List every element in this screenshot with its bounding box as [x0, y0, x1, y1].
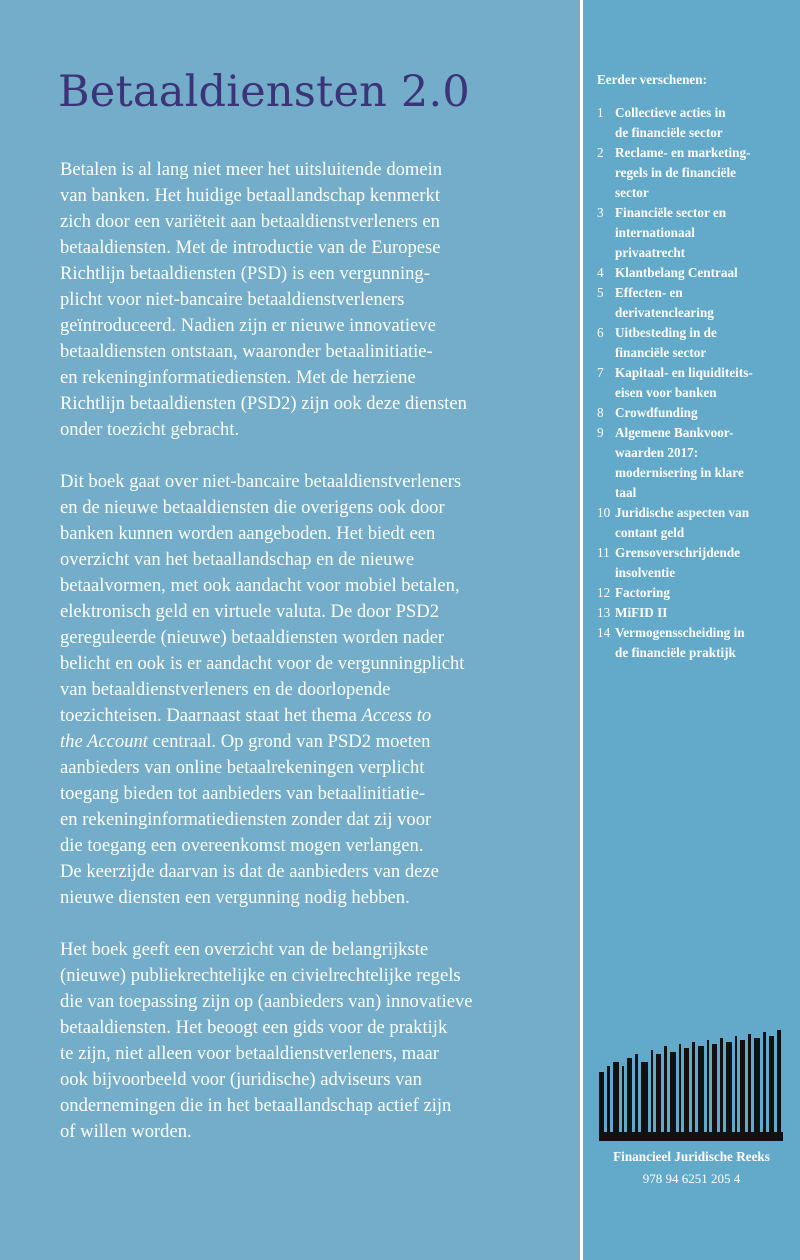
series-item-title-line: Vermogensscheiding in	[615, 625, 745, 640]
series-list-item	[597, 503, 792, 543]
barcode-bar	[735, 1036, 737, 1132]
text-line: zich door een variëteit aan betaaldienstverleners en	[60, 211, 440, 232]
barcode-bar	[698, 1046, 704, 1132]
series-item-number: 13	[597, 605, 611, 620]
series-item-title-line: Financiële sector en	[615, 205, 727, 220]
blurb-text	[60, 157, 538, 1171]
series-item-title-line: derivatenclearing	[615, 305, 714, 320]
text-line: en de nieuwe betaaldiensten die overigens ook door	[60, 497, 445, 518]
text-line: toegang bieden tot aanbieders van betaalinitiatie-	[60, 783, 426, 804]
text-line: die van toepassing zijn op (aanbieders van) innovatieve	[60, 991, 473, 1012]
series-item-title-line: Klantbelang Centraal	[615, 265, 738, 280]
text-line: van betaaldienstverleners en de doorlopende	[60, 679, 391, 700]
barcode-bar	[651, 1050, 653, 1132]
series-item-number: 3	[597, 205, 604, 220]
series-item-number: 8	[597, 405, 604, 420]
barcode-bar	[599, 1072, 604, 1132]
series-item-title-line: Algemene Bankvoor-	[615, 425, 734, 440]
series-list-item	[597, 543, 792, 583]
series-item-title-line: Uitbesteding in de	[615, 325, 717, 340]
series-item-title-line: Juridische aspecten van	[615, 505, 750, 520]
blurb-paragraph-2	[60, 469, 538, 911]
barcode-bar	[622, 1066, 624, 1132]
text-line: Richtlijn betaaldiensten (PSD) is een vergunning-	[60, 263, 430, 284]
text-line: ook bijvoorbeeld voor (juridische) adviseurs van	[60, 1069, 422, 1090]
text-line: Richtlijn betaaldiensten (PSD2) zijn ook deze diensten	[60, 393, 467, 414]
text-line: geïntroduceerd. Nadien zijn er nieuwe innovatieve	[60, 315, 436, 336]
series-item-number: 12	[597, 585, 611, 600]
text-line: elektronisch geld en virtuele valuta. De door PSD2	[60, 601, 440, 622]
series-item-number: 7	[597, 365, 604, 380]
barcode-bar	[664, 1046, 667, 1132]
isbn-number: 978 94 6251 205 4	[642, 1171, 741, 1186]
text-line: plicht voor niet-bancaire betaaldienstverleners	[60, 289, 405, 310]
series-item-title-line: sector	[615, 185, 649, 200]
series-item-number: 1	[597, 105, 604, 120]
series-item-title-line: eisen voor banken	[615, 385, 717, 400]
barcode-bar	[707, 1040, 709, 1132]
text-line: betaaldiensten ontstaan, waaronder betaalinitiatie-	[60, 341, 433, 362]
book-title: Betaaldiensten 2.0	[58, 67, 470, 117]
text-line: Dit boek gaat over niet-bancaire betaaldienstverleners	[60, 471, 462, 492]
series-list-item	[597, 263, 792, 283]
barcode-bar	[627, 1058, 632, 1132]
text-line: of willen worden.	[60, 1121, 192, 1142]
series-item-title-line: Crowdfunding	[615, 405, 698, 420]
series-item-title-line: Reclame- en marketing-	[615, 145, 751, 160]
barcode-bar	[754, 1038, 760, 1132]
text-line: betaalvormen, met ook aandacht voor mobiel betalen,	[60, 575, 460, 596]
text-line: nieuwe diensten een vergunning nodig hebben.	[60, 887, 410, 908]
series-item-number: 2	[597, 145, 604, 160]
series-item-number: 9	[597, 425, 604, 440]
text-line: aanbieders van online betaalrekeningen verplicht	[60, 757, 425, 778]
series-item-title-line: Grensoverschrijdende	[615, 545, 741, 560]
series-list-item	[597, 323, 792, 363]
series-item-title-line: Effecten- en	[615, 285, 683, 300]
text-line: te zijn, niet alleen voor betaaldienstverleners, maar	[60, 1043, 439, 1064]
series-item-title-line: Collectieve acties in	[615, 105, 726, 120]
series-item-title-line: taal	[615, 485, 637, 500]
text-line: overzicht van het betaallandschap en de nieuwe	[60, 549, 415, 570]
series-item-number: 10	[597, 505, 611, 520]
barcode-bar	[670, 1052, 676, 1132]
barcode-bar	[748, 1034, 751, 1132]
text-line: De keerzijde daarvan is dat de aanbieders van deze	[60, 861, 439, 882]
text-segment: toezichteisen. Daarnaast staat het thema	[60, 705, 362, 726]
series-list-item	[597, 143, 792, 203]
barcode-bar	[656, 1054, 661, 1132]
text-segment: centraal. Op grond van PSD2 moeten	[147, 731, 431, 752]
barcode-bar	[641, 1062, 648, 1132]
barcode-graphic	[599, 1030, 783, 1141]
series-list-item	[597, 623, 792, 663]
italic-term: Access to	[361, 705, 432, 726]
text-line: van banken. Het huidige betaallandschap kenmerkt	[60, 185, 441, 206]
series-list-item	[597, 203, 792, 263]
series-item-title-line: financiële sector	[615, 345, 707, 360]
series-item-title-line: Factoring	[615, 585, 670, 600]
barcode-bar	[692, 1042, 695, 1132]
series-name: Financieel Juridische Reeks	[613, 1149, 770, 1164]
barcode-bar	[740, 1040, 745, 1132]
series-item-number: 11	[597, 545, 610, 560]
barcode-bar	[613, 1062, 619, 1132]
series-item-title-line: modernisering in klare	[615, 465, 744, 480]
text-line: betaaldiensten. Het beoogt een gids voor de praktijk	[60, 1017, 448, 1038]
series-item-title-line: de financiële sector	[615, 125, 723, 140]
text-line: gereguleerde (nieuwe) betaaldiensten worden nader	[60, 627, 445, 648]
series-list-item	[597, 403, 792, 423]
text-line: en rekeninginformatiediensten. Met de herziene	[60, 367, 416, 388]
text-line: ondernemingen die in het betaallandschap actief zijn	[60, 1095, 452, 1116]
barcode-bar	[679, 1044, 681, 1132]
series-list-item	[597, 603, 792, 623]
series-item-number: 5	[597, 285, 604, 300]
series-item-title-line: insolventie	[615, 565, 676, 580]
series-list-item	[597, 103, 792, 143]
series-item-title-line: Kapitaal- en liquiditeits-	[615, 365, 753, 380]
series-list-item	[597, 283, 792, 323]
text-line: banken kunnen worden aangeboden. Het biedt een	[60, 523, 436, 544]
text-line: belicht en ook is er aandacht voor de vergunningplicht	[60, 653, 465, 674]
barcode-bar	[712, 1044, 717, 1132]
series-list	[597, 103, 792, 663]
barcode-bar	[635, 1054, 638, 1132]
barcode-base-bar	[599, 1132, 783, 1141]
text-line: (nieuwe) publiekrechtelijke en civielrechtelijke regels	[60, 965, 461, 986]
series-item-title-line: waarden 2017:	[615, 445, 699, 460]
series-item-number: 14	[597, 625, 611, 640]
barcode-bars	[599, 1030, 781, 1132]
series-item-number: 6	[597, 325, 604, 340]
series-item-title-line: regels in de financiële	[615, 165, 736, 180]
series-item-title-line: contant geld	[615, 525, 685, 540]
barcode-bar	[769, 1036, 774, 1132]
series-item-title-line: de financiële praktijk	[615, 645, 736, 660]
series-item-title-line: internationaal	[615, 225, 695, 240]
text-line: onder toezicht gebracht.	[60, 419, 240, 440]
series-list-item	[597, 423, 792, 503]
blurb-paragraph-1	[60, 157, 538, 443]
text-line: Het boek geeft een overzicht van de belangrijkste	[60, 939, 429, 960]
series-list-item	[597, 363, 792, 403]
barcode-bar	[684, 1048, 689, 1132]
italic-term: the Account	[60, 731, 148, 752]
barcode-bar	[720, 1038, 723, 1132]
series-list-heading: Eerder verschenen:	[597, 72, 707, 87]
series-item-title-line: MiFID II	[615, 605, 668, 620]
series-list-item	[597, 583, 792, 603]
text-line: betaaldiensten. Met de introductie van de Europese	[60, 237, 441, 258]
text-line	[60, 729, 538, 755]
text-line: die toegang een overeenkomst mogen verlangen.	[60, 835, 424, 856]
text-line: Betalen is al lang niet meer het uitsluitende domein	[60, 159, 443, 180]
barcode-bar	[607, 1066, 610, 1132]
blurb-paragraph-3	[60, 937, 538, 1145]
barcode-bar	[726, 1042, 732, 1132]
barcode-bar	[763, 1032, 766, 1132]
series-item-title-line: privaatrecht	[615, 245, 686, 260]
series-item-number: 4	[597, 265, 604, 280]
barcode-bar	[777, 1030, 781, 1132]
text-line	[60, 703, 538, 729]
text-line: en rekeninginformatiediensten zonder dat zij voor	[60, 809, 432, 830]
